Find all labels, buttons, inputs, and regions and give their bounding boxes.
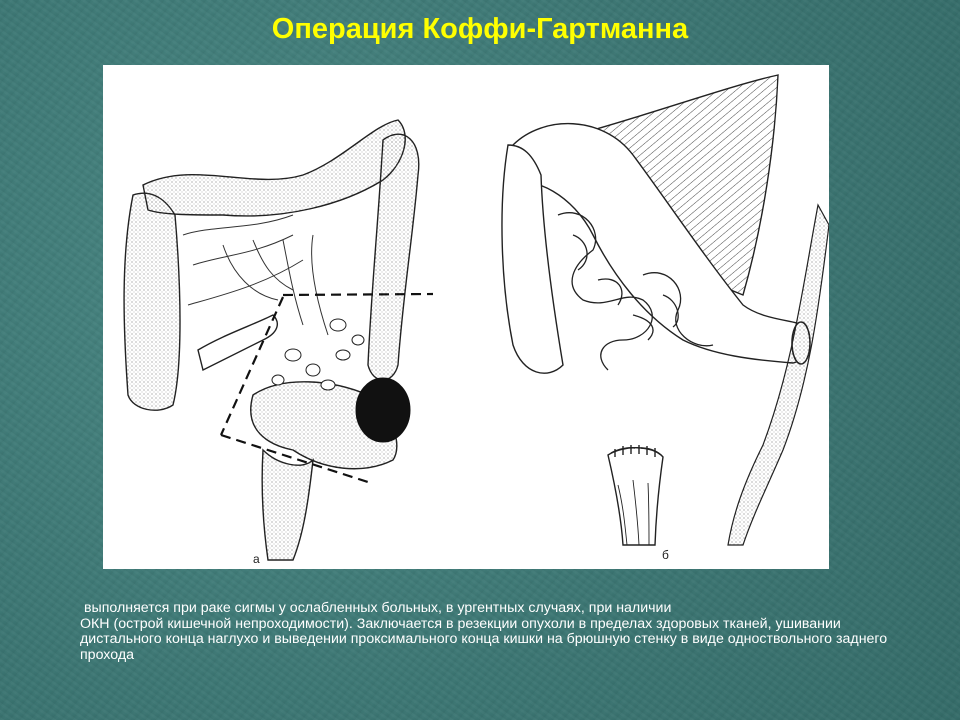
- caption-body: ОКН (острой кишечной непроходимости). Заключается в резекции опухоли в пределах здоровых тканей, ушивании дистального конца наглухо и выведении проксимального конца кишки на брюшную стенку в виде одноствольного заднего прохода: [80, 615, 888, 663]
- drawing-a-colon: [124, 120, 419, 560]
- surgical-illustration: [103, 65, 829, 569]
- drawing-a-mesentery: [183, 215, 328, 335]
- closed-rectal-stump: [608, 445, 663, 545]
- slide-title: Операция Коффи-Гартманна: [271, 13, 689, 45]
- illustration-drawing: [103, 65, 829, 569]
- drawing-a-nodes: [272, 319, 364, 390]
- figure-label-a: а: [253, 552, 260, 566]
- caption-first-line: выполняется при раке сигмы у ослабленных больных, в ургентных случаях, при наличии: [84, 600, 672, 616]
- slide-caption: [80, 601, 910, 663]
- tumor-mass: [356, 378, 410, 442]
- figure-label-b: б: [662, 548, 669, 562]
